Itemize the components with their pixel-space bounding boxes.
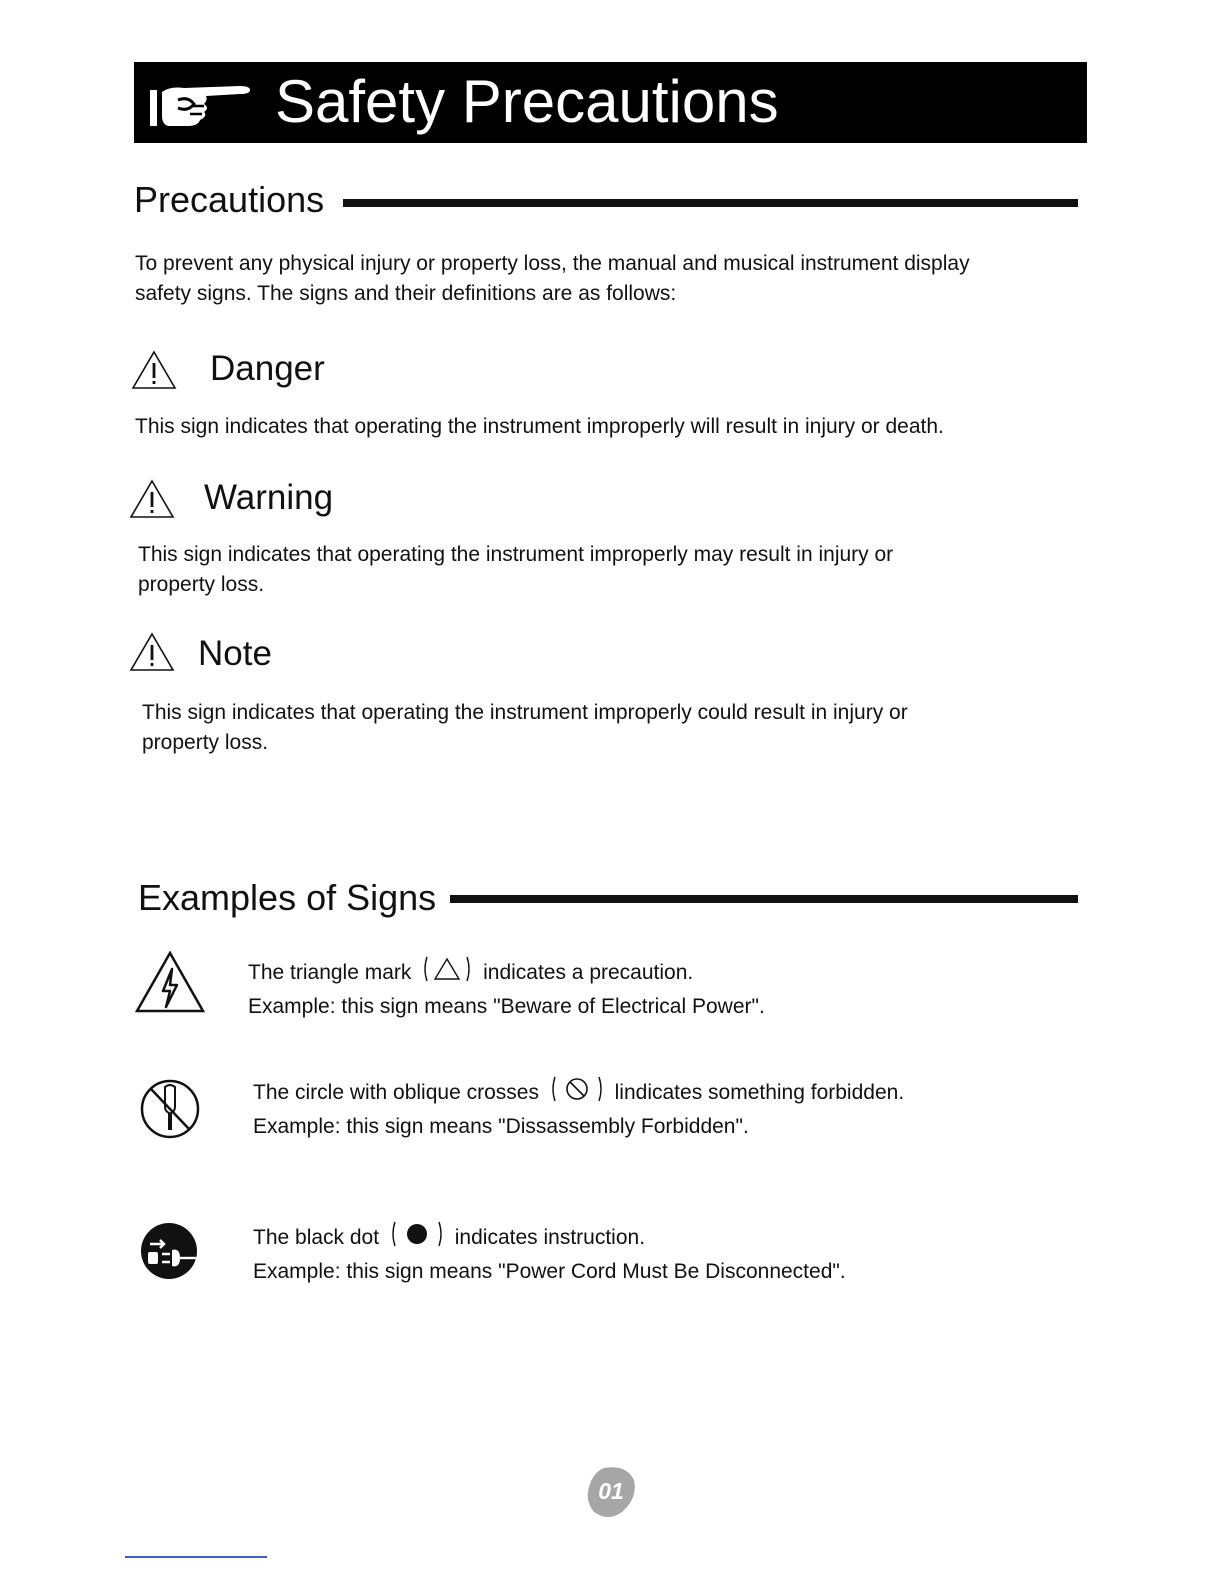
electrical-hazard-icon	[135, 951, 205, 1013]
examples-heading: Examples of Signs	[138, 877, 437, 918]
no-disassembly-icon	[139, 1079, 201, 1139]
unplug-icon	[140, 1222, 198, 1280]
precautions-rule	[343, 199, 1078, 207]
danger-line: This sign indicates that operating the instrument improperly will result in injury or death.	[135, 415, 944, 438]
triangle-icon	[421, 955, 473, 992]
note-line: property loss.	[142, 731, 269, 754]
example-dot-text	[253, 1220, 846, 1287]
page-number: 01	[598, 1478, 624, 1504]
prohibited-circle-icon	[549, 1075, 605, 1112]
precautions-intro	[135, 249, 970, 309]
note-line: This sign indicates that operating the instrument improperly could result in injury or	[142, 701, 908, 724]
danger-description	[135, 412, 944, 442]
page-title: Safety Precautions	[275, 68, 779, 135]
page-number-badge	[586, 1466, 636, 1520]
intro-line: safety signs. The signs and their definitions are as follows:	[135, 282, 677, 305]
intro-line: To prevent any physical injury or property loss, the manual and musical instrument display	[135, 252, 970, 275]
footer-line	[125, 1556, 267, 1558]
example-line: Example: this sign means "Dissassembly Forbidden".	[253, 1115, 749, 1138]
example-line: The circle with oblique crosses lindicates something forbidden.	[253, 1075, 904, 1112]
warning-triangle-icon	[129, 479, 175, 519]
example-line: The triangle mark indicates a precaution.	[248, 955, 765, 992]
warning-triangle-icon	[129, 632, 175, 672]
pointing-hand-icon	[148, 76, 252, 132]
note-description	[142, 698, 908, 758]
black-dot-icon	[389, 1220, 445, 1257]
warning-line: This sign indicates that operating the instrument improperly may result in injury or	[138, 543, 894, 566]
warning-triangle-icon	[131, 350, 177, 390]
example-line: Example: this sign means "Power Cord Must Be Disconnected".	[253, 1260, 846, 1283]
page-banner	[134, 62, 1087, 143]
note-heading: Note	[198, 634, 272, 673]
example-line: The black dot indicates instruction.	[253, 1220, 846, 1257]
example-circle-text	[253, 1075, 904, 1142]
example-line: Example: this sign means "Beware of Electrical Power".	[248, 995, 765, 1018]
example-triangle-text	[248, 955, 765, 1022]
danger-heading: Danger	[210, 349, 325, 388]
examples-rule	[450, 895, 1078, 903]
warning-line: property loss.	[138, 573, 265, 596]
warning-heading: Warning	[204, 478, 334, 517]
warning-description	[138, 540, 893, 600]
precautions-heading: Precautions	[134, 179, 325, 220]
